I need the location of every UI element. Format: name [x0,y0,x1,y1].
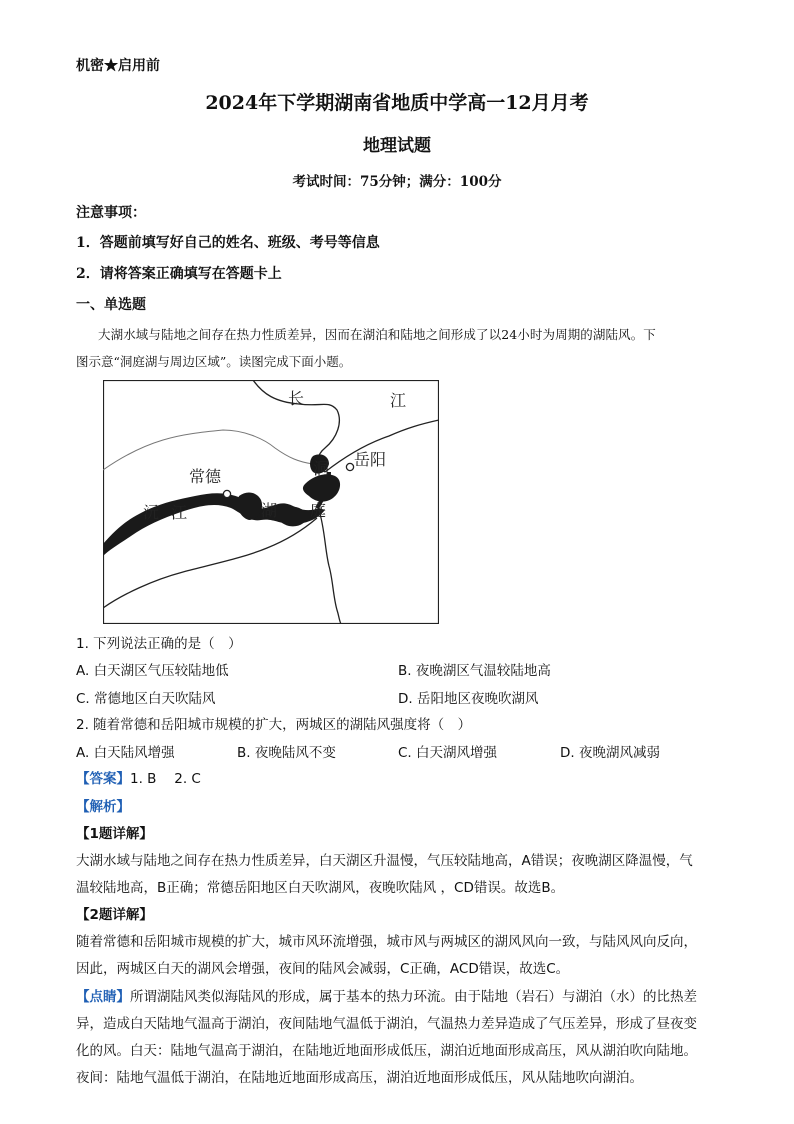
section-title: 一、单选题 [76,297,146,313]
changde-city-marker [223,490,230,497]
question-stem: 1. 下列说法正确的是（ ） [76,636,242,652]
option-b: B. 夜晚陆风不变 [237,745,336,761]
label-chang: 长 [288,389,305,408]
exam-title: 2024年下学期湖南省地质中学高一12月月考 [205,92,589,114]
option-b: B. 夜晚湖区气温较陆地高 [398,663,551,679]
detail1-line: 大湖水域与陆地之间存在热力性质差异，白天湖区升温慢，气压较陆地高，A错误；夜晚湖区降温慢，气 [76,853,693,869]
question-stem: 2. 随着常德和岳阳城市规模的扩大，两城区的湖陆风强度将（ ） [76,717,472,733]
tip-line: 夜间：陆地气温低于湖泊，在陆地近地面形成高压，湖泊近地面形成低压，风从陆地吹向湖泊。 [76,1070,643,1086]
analysis-tag: 【解析】 [76,799,130,815]
tip-line [76,985,697,1005]
subject-title: 地理试题 [363,136,431,156]
tip-line: 化的风。白天：陆地气温高于湖泊，在陆地近地面形成低压，湖泊近地面形成高压，风从湖泊吹向陆地。 [76,1043,697,1059]
answer-text: 1. B 2. C [130,771,201,787]
yueyang-city-marker [346,463,353,470]
dongting-lake-map [103,380,439,624]
tip-text: 所谓湖陆风类似海陆风的形成，属于基本的热力环流。由于陆地（岩石）与湖泊（水）的比热差 [130,989,697,1005]
label-dong: 洞 [313,459,330,478]
label-yueyang: 岳阳 [354,450,387,469]
option-d: D. 夜晚湖风减弱 [560,745,660,761]
answer-line [76,767,201,787]
detail1-line: 温较陆地高，B正确；常德岳阳地区白天吹湖风，夜晚吹陆风 ，CD错误。故选B。 [76,880,565,896]
notices-heading: 注意事项： [76,205,146,221]
detail1-tag: 【1题详解】 [76,826,153,842]
label-ting: 庭 [310,501,327,520]
answer-tag: 【答案】 [76,771,130,787]
tip-tag: 【点睛】 [76,989,130,1005]
option-a: A. 白天陆风增强 [76,745,175,761]
intro-line: 大湖水域与陆地之间存在热力性质差异，因而在湖泊和陆地之间形成了以24小时为周期的湖陆风。下 [98,327,656,342]
label-hu: 湖 [261,501,278,520]
notice-item: 1．答题前填写好自己的姓名、班级、考号等信息 [76,235,380,251]
confidential-mark: 机密★启用前 [76,58,160,74]
option-c: C. 白天湖风增强 [398,745,498,761]
option-d: D. 岳阳地区夜晚吹湖风 [398,691,539,707]
label-changde: 常德 [189,467,222,486]
detail2-line: 随着常德和岳阳城市规模的扩大，城市风环流增强，城市风与两城区的湖风风向一致，与陆风风向反向， [76,934,697,950]
notice-item: 2．请将答案正确填写在答题卡上 [76,266,282,282]
exam-info: 考试时间：75分钟；满分：100分 [292,174,502,190]
tip-line: 异，造成白天陆地气温高于湖泊，夜间陆地气温低于湖泊，气温热力差异造成了气压差异，形成了昼夜变 [76,1016,697,1032]
label-yuan: 沅 [143,503,160,522]
label-jiang2: 江 [171,503,188,522]
intro-line: 图示意“洞庭湖与周边区域”。读图完成下面小题。 [76,354,352,369]
option-c: C. 常德地区白天吹陆风 [76,691,216,707]
option-a: A. 白天湖区气压较陆地低 [76,663,229,679]
detail2-tag: 【2题详解】 [76,907,153,923]
label-jiang: 江 [390,391,407,410]
detail2-line: 因此，两城区白天的湖风会增强，夜间的陆风会减弱，C正确，ACD错误，故选C。 [76,961,570,977]
